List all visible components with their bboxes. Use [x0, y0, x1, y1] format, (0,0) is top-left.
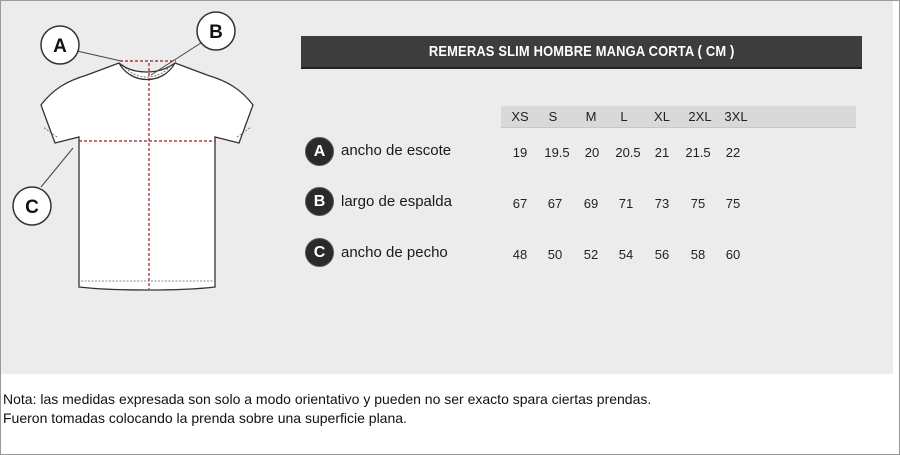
size-header-xs: XS [511, 109, 529, 124]
table-cell: 19 [512, 145, 528, 160]
table-cell: 75 [690, 196, 706, 211]
size-header-3xl: 3XL [724, 109, 748, 124]
table-cell: 19.5 [544, 145, 570, 160]
page-title: REMERAS SLIM HOMBRE MANGA CORTA ( CM ) [428, 43, 735, 60]
row-a-label: ancho de escote [341, 142, 452, 159]
size-header-l: L [620, 109, 628, 124]
table-cell: 58 [690, 247, 706, 262]
table-cell: 21 [654, 145, 670, 160]
table-cell: 75 [725, 196, 741, 211]
table-cell: 67 [547, 196, 563, 211]
note-line-2: Fueron tomadas colocando la prenda sobre una superficie plana. [3, 410, 407, 426]
table-cell: 20.5 [615, 145, 641, 160]
tshirt-diagram [1, 1, 301, 374]
table-cell: 60 [725, 247, 741, 262]
callout-c-label: C [25, 197, 39, 218]
size-chart-panel [1, 1, 893, 374]
callout-a [41, 26, 79, 64]
callout-a-label: A [53, 36, 67, 57]
note-line-1: Nota: las medidas expresada son solo a modo orientativo y pueden no ser exacto spara ciertas prendas. [3, 391, 652, 407]
table-cell: 22 [725, 145, 741, 160]
callout-b-label: B [209, 22, 223, 43]
table-cell: 54 [618, 247, 634, 262]
row-b-badge: B [305, 187, 334, 216]
size-header-s: S [548, 109, 558, 124]
size-header-xl: XL [654, 109, 670, 124]
table-cell: 73 [654, 196, 670, 211]
row-c-badge: C [305, 238, 334, 267]
table-cell: 21.5 [685, 145, 711, 160]
table-cell: 71 [618, 196, 634, 211]
callout-b [197, 12, 235, 50]
callout-c [13, 187, 51, 225]
table-cell: 67 [512, 196, 528, 211]
size-header-m: M [585, 109, 597, 124]
table-cell: 48 [512, 247, 528, 262]
row-a-badge: A [305, 137, 334, 166]
table-cell: 50 [547, 247, 563, 262]
size-header-2xl: 2XL [688, 109, 712, 124]
row-c-label: ancho de pecho [341, 244, 448, 261]
table-cell: 52 [583, 247, 599, 262]
table-cell: 69 [583, 196, 599, 211]
tshirt-outline [41, 63, 253, 290]
table-cell: 56 [654, 247, 670, 262]
table-cell: 20 [584, 145, 600, 160]
title-bar [301, 36, 862, 69]
row-b-label: largo de espalda [341, 193, 452, 210]
